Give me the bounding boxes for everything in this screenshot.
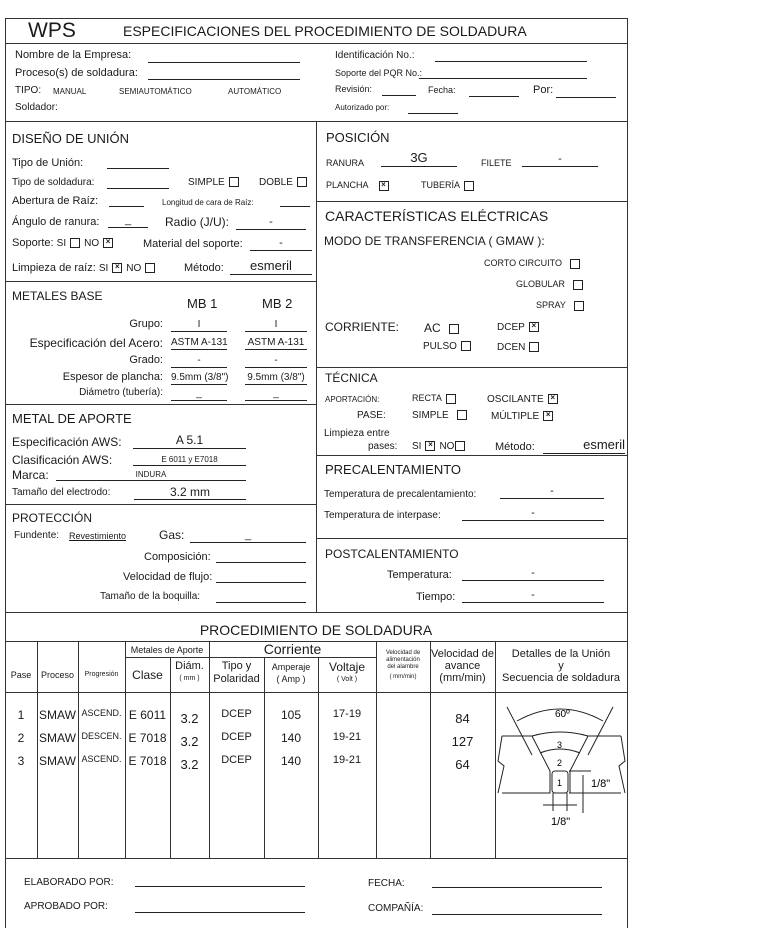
- divider: [316, 538, 627, 539]
- checkbox-icon[interactable]: [446, 394, 456, 404]
- globular-label: GLOBULAR: [516, 279, 566, 289]
- marca-field[interactable]: INDURA: [56, 469, 246, 481]
- revision-field[interactable]: [382, 82, 416, 96]
- aprobado-label: APROBADO POR:: [24, 901, 108, 912]
- clasif-aws-label: Clasificación AWS:: [12, 453, 113, 467]
- limpieza-pases-options: [412, 441, 469, 452]
- cell-amp: 105: [280, 708, 302, 722]
- proceso-header: Proceso: [40, 670, 75, 680]
- cell-amp: 140: [280, 754, 302, 768]
- oscilante-checkbox[interactable]: [487, 394, 562, 405]
- spray-checkbox[interactable]: [536, 300, 588, 311]
- avance-line1: Velocidad de: [431, 648, 494, 660]
- aprobado-field[interactable]: [135, 899, 305, 913]
- diagram-pass-3: 3: [557, 740, 563, 750]
- posicion-title: POSICIÓN: [326, 130, 390, 145]
- cell-volt: 19-21: [332, 731, 362, 743]
- checkbox-icon[interactable]: [574, 301, 584, 311]
- clase-header: Clase: [132, 668, 163, 682]
- cell-tipo: DCEP: [221, 754, 252, 766]
- autorizado-field[interactable]: [408, 100, 458, 114]
- weld-joint-diagram: [495, 693, 627, 833]
- voltaje-header: Voltaje: [328, 660, 366, 674]
- alimentacion-header: [376, 650, 430, 681]
- cell-progresion: DESCEN.: [81, 731, 122, 741]
- radio-label: Radio (J/U):: [165, 215, 230, 229]
- multiple-checkbox[interactable]: [491, 411, 557, 422]
- cell-progresion: ASCEND.: [81, 754, 122, 764]
- abertura-field[interactable]: [109, 193, 144, 207]
- tipo-soldadura-field[interactable]: [107, 175, 169, 189]
- diseno-title: DISEÑO DE UNIÓN: [12, 131, 130, 146]
- temp-interpase-label: Temperatura de interpase:: [324, 510, 441, 521]
- pulso-label: PULSO: [423, 341, 457, 352]
- por-field[interactable]: [556, 84, 616, 98]
- corto-circuito-checkbox[interactable]: [484, 258, 584, 269]
- material-soporte-field[interactable]: -: [250, 237, 312, 251]
- cell-diam: 3.2: [180, 711, 199, 726]
- cell-volt: 19-21: [332, 754, 362, 766]
- tipo-header: Tipo y: [221, 660, 252, 672]
- cell-proceso: SMAW: [39, 708, 76, 722]
- simple-label: SIMPLE: [188, 177, 225, 188]
- divider: [5, 18, 627, 19]
- mb1-field[interactable]: _: [171, 387, 227, 401]
- corriente-header: Corriente: [263, 641, 322, 657]
- divider: [627, 18, 628, 928]
- checkbox-icon[interactable]: [529, 342, 539, 352]
- empresa-field[interactable]: [148, 49, 300, 63]
- mb-row-label: Diámetro (tubería):: [79, 387, 163, 398]
- material-soporte-label: Material del soporte:: [143, 238, 243, 250]
- cell-clase: E 7018: [128, 731, 167, 745]
- spray-label: SPRAY: [536, 300, 566, 310]
- cell-avance: 64: [455, 757, 470, 772]
- tipo-manual[interactable]: MANUAL: [53, 87, 87, 96]
- det-line2: y: [558, 660, 564, 672]
- mb1-field[interactable]: ASTM A-131: [171, 337, 228, 348]
- limpieza-pases-label2: pases:: [368, 441, 398, 452]
- divider: [5, 612, 627, 613]
- longitud-label: Longitud de cara de Raíz:: [162, 198, 254, 207]
- divider: [5, 281, 316, 282]
- divider: [316, 201, 627, 202]
- cell-pase: 2: [17, 731, 25, 745]
- det-line1: Detalles de la Unión: [511, 648, 611, 660]
- amperaje-header: Amperaje: [271, 662, 311, 672]
- soporte-label: [12, 237, 117, 249]
- limpieza-pases-label1: Limpieza entre: [324, 428, 390, 439]
- divider: [5, 504, 316, 505]
- cell-volt: 17-19: [332, 708, 362, 720]
- identificacion-field[interactable]: [435, 48, 587, 62]
- mb2-field[interactable]: I: [245, 318, 307, 332]
- amperaje-unit: ( Amp ): [276, 674, 306, 684]
- cell-clase: E 7018: [128, 754, 167, 768]
- plancha-label: PLANCHA: [326, 180, 369, 190]
- divider: [125, 657, 376, 658]
- metodo-tecnica-field[interactable]: esmeril: [543, 437, 625, 454]
- tamano-electrodo-label: Tamaño del electrodo:: [12, 487, 111, 498]
- velocidad-flujo-label: Velocidad de flujo:: [123, 571, 213, 583]
- avance-unit: (mm/min): [439, 672, 486, 684]
- diagram-pass-2: 2: [557, 758, 563, 768]
- si-label: SI: [98, 263, 109, 274]
- det-line3: Secuencia de soldadura: [501, 672, 621, 684]
- mb-row-label: Espesor de plancha:: [62, 371, 163, 383]
- composicion-label: Composición:: [144, 551, 211, 563]
- dcen-label: DCEN: [497, 342, 526, 353]
- mb-row-label: Grupo:: [129, 318, 163, 330]
- aporte-title: METAL DE APORTE: [12, 411, 132, 426]
- boquilla-label: Tamaño de la boquilla:: [100, 591, 201, 602]
- cell-tipo: DCEP: [221, 731, 252, 743]
- pase-header: Pase: [10, 670, 32, 680]
- mb1-field[interactable]: -: [171, 354, 227, 368]
- identificacion-label: Identificación No.:: [335, 50, 415, 61]
- mb1-header: MB 1: [187, 296, 218, 311]
- clasif-aws-field[interactable]: E 6011 y E7018: [133, 454, 246, 466]
- ac-label: AC: [424, 321, 441, 335]
- no-label: NO: [126, 263, 142, 274]
- temp-precal-label: Temperatura de precalentamiento:: [324, 489, 477, 500]
- tiempo-label: Tiempo:: [416, 591, 456, 603]
- mb-row-label: Especificación del Acero:: [29, 336, 163, 350]
- alim-line3: del alambre: [387, 664, 419, 670]
- detalles-header: [495, 648, 627, 684]
- avance-line2: avance: [444, 660, 481, 672]
- checkbox-icon[interactable]: [529, 322, 539, 332]
- electricas-title: CARACTERÍSTICAS ELÉCTRICAS: [325, 208, 549, 224]
- pqr-label: Soporte del PQR No.:: [335, 68, 423, 78]
- abertura-label: Abertura de Raíz:: [12, 195, 99, 207]
- no-label: NO: [439, 441, 455, 452]
- simple-pase-checkbox[interactable]: [412, 410, 471, 421]
- alim-line1: Velocidad de: [385, 650, 421, 656]
- diam-unit: ( mm ): [179, 675, 200, 682]
- radio-field[interactable]: -: [236, 216, 306, 230]
- fundente-label: Fundente:: [14, 530, 60, 541]
- gas-field[interactable]: _: [190, 529, 306, 543]
- compania-field[interactable]: [432, 901, 602, 915]
- doble-checkbox[interactable]: [259, 177, 311, 188]
- aportacion-label: APORTACIÓN:: [325, 395, 380, 404]
- metodo-label: Método:: [184, 262, 224, 274]
- tiempo-field[interactable]: -: [462, 589, 604, 603]
- marca-label: Marca:: [12, 468, 49, 482]
- elaborado-field[interactable]: [135, 873, 305, 887]
- voltaje-unit: ( Volt ): [336, 676, 358, 683]
- checkbox-icon[interactable]: [457, 410, 467, 420]
- proteccion-title: PROTECCIÓN: [12, 511, 93, 525]
- metales-aporte-header: Metales de Aporte: [130, 645, 204, 655]
- recta-label: RECTA: [412, 393, 442, 403]
- autorizado-label: Autorizado por:: [335, 103, 390, 112]
- checkbox-icon[interactable]: [379, 181, 389, 191]
- cell-diam: 3.2: [180, 734, 199, 749]
- post-temp-field[interactable]: -: [462, 567, 604, 581]
- fecha-footer-field[interactable]: [432, 874, 602, 888]
- post-temp-label: Temperatura:: [387, 569, 452, 581]
- corriente-label: CORRIENTE:: [325, 320, 400, 334]
- cell-pase: 1: [17, 708, 25, 722]
- cell-tipo: DCEP: [221, 708, 252, 720]
- divider: [316, 367, 627, 368]
- metodo-field[interactable]: esmeril: [230, 258, 312, 275]
- globular-checkbox[interactable]: [516, 279, 587, 290]
- fecha-footer-label: FECHA:: [368, 878, 405, 889]
- tamano-electrodo-field[interactable]: 3.2 mm: [134, 485, 246, 500]
- tipo-union-field[interactable]: [107, 155, 169, 169]
- soldador-label: Soldador:: [15, 102, 58, 113]
- si-label: SI: [56, 238, 67, 249]
- soporte-text: Soporte:: [12, 237, 54, 249]
- fecha-field[interactable]: [469, 83, 519, 97]
- simple-checkbox[interactable]: [188, 177, 243, 188]
- espec-aws-field[interactable]: A 5.1: [133, 433, 246, 449]
- mb2-field[interactable]: ASTM A-131: [245, 336, 307, 350]
- checkbox-icon[interactable]: [570, 259, 580, 269]
- tipo-soldadura-label: Tipo de soldadura:: [12, 177, 95, 188]
- temp-interpase-field[interactable]: -: [462, 507, 604, 521]
- doble-label: DOBLE: [259, 177, 293, 188]
- checkbox-icon[interactable]: [229, 177, 239, 187]
- limpieza-si-checkbox[interactable]: [112, 263, 122, 273]
- diagram-root-gap: 1/8": [551, 816, 571, 828]
- pqr-field[interactable]: [419, 65, 587, 79]
- filete-label: FILETE: [481, 158, 512, 168]
- divider: [5, 404, 316, 405]
- elaborado-label: ELABORADO POR:: [24, 877, 114, 888]
- progresion-header: Progresión: [84, 671, 119, 678]
- checkbox-icon[interactable]: [543, 411, 553, 421]
- cell-amp: 140: [280, 731, 302, 745]
- limpieza-raiz-label: [12, 262, 159, 274]
- tuberia-label: TUBERÍA: [421, 180, 461, 190]
- dcen-checkbox[interactable]: [497, 342, 543, 353]
- compania-label: COMPAÑÍA:: [368, 903, 424, 914]
- diagram-pass-1: 1: [557, 778, 563, 788]
- alim-unit: ( mm/min): [389, 674, 417, 680]
- longitud-field[interactable]: [280, 193, 310, 207]
- oscilante-label: OSCILANTE: [487, 394, 544, 405]
- limpieza-no-checkbox[interactable]: [455, 441, 465, 451]
- tipo-automatico[interactable]: AUTOMÁTICO: [228, 87, 282, 96]
- cell-avance: 84: [455, 711, 470, 726]
- pase-label: PASE:: [357, 410, 386, 421]
- dcep-checkbox[interactable]: [497, 322, 543, 333]
- checkbox-icon[interactable]: [464, 181, 474, 191]
- checkbox-icon[interactable]: [297, 177, 307, 187]
- tipo-label: TIPO:: [15, 85, 42, 96]
- soporte-no-checkbox[interactable]: [103, 238, 113, 248]
- metales-base-title: METALES BASE: [12, 289, 103, 303]
- por-label: Por:: [533, 84, 554, 96]
- ranura-field[interactable]: 3G: [381, 150, 457, 167]
- tecnica-title: TÉCNICA: [325, 371, 378, 385]
- form-code: WPS: [28, 19, 76, 42]
- cell-clase: E 6011: [128, 708, 167, 722]
- ranura-label: RANURA: [326, 158, 365, 168]
- multiple-label: MÚLTIPLE: [491, 411, 540, 422]
- mb2-field[interactable]: 9.5mm (3/8"): [245, 371, 307, 385]
- soporte-si-checkbox[interactable]: [70, 238, 80, 248]
- dcep-label: DCEP: [497, 322, 525, 333]
- boquilla-field[interactable]: [216, 589, 306, 603]
- checkbox-icon[interactable]: [548, 394, 558, 404]
- mb2-header: MB 2: [262, 296, 293, 311]
- divider: [5, 858, 627, 859]
- cell-proceso: SMAW: [39, 731, 76, 745]
- procedimiento-title: PROCEDIMIENTO DE SOLDADURA: [199, 622, 433, 638]
- velocidad-flujo-field[interactable]: [216, 569, 306, 583]
- procesos-label: Proceso(s) de soldadura:: [15, 67, 138, 79]
- form-title: ESPECIFICACIONES DEL PROCEDIMIENTO DE SOLDADURA: [123, 23, 527, 39]
- plancha-checkbox[interactable]: [326, 180, 393, 191]
- angulo-label: Ángulo de ranura:: [12, 216, 100, 228]
- fundente-value[interactable]: Revestimiento: [69, 531, 127, 541]
- revision-label: Revisión:: [335, 84, 373, 94]
- precalentamiento-title: PRECALENTAMIENTO: [325, 462, 462, 477]
- tuberia-checkbox[interactable]: [421, 180, 478, 191]
- diam-header: Diám.: [175, 660, 204, 672]
- checkbox-icon[interactable]: [573, 280, 583, 290]
- filete-field[interactable]: -: [522, 153, 598, 167]
- divider: [316, 455, 627, 456]
- polaridad-header: Polaridad: [213, 673, 260, 685]
- tipo-semiautomatico[interactable]: SEMIAUTOMÁTICO: [119, 87, 192, 96]
- divider: [5, 43, 627, 44]
- mb1-field[interactable]: I: [171, 318, 227, 332]
- empresa-label: Nombre de la Empresa:: [15, 49, 132, 61]
- cell-proceso: SMAW: [39, 754, 76, 768]
- pulso-checkbox[interactable]: [423, 341, 475, 352]
- gas-label: Gas:: [159, 528, 185, 542]
- cell-diam: 3.2: [180, 757, 199, 772]
- mb-row-label: Grado:: [129, 354, 163, 366]
- tipo-union-label: Tipo de Unión:: [12, 157, 84, 169]
- corto-label: CORTO CIRCUITO: [484, 258, 563, 268]
- postcalentamiento-title: POSTCALENTAMIENTO: [325, 547, 459, 561]
- mb2-field[interactable]: -: [245, 354, 307, 368]
- metodo-tecnica-label: Método:: [495, 441, 535, 453]
- recta-checkbox[interactable]: [412, 393, 460, 404]
- procesos-field[interactable]: [148, 66, 300, 80]
- limpieza-text: Limpieza de raíz:: [12, 262, 96, 274]
- limpieza-no-checkbox[interactable]: [145, 263, 155, 273]
- si-label: SI: [412, 441, 422, 452]
- composicion-field[interactable]: [216, 549, 306, 563]
- checkbox-icon[interactable]: [461, 341, 471, 351]
- ac-checkbox[interactable]: [424, 321, 463, 335]
- angulo-field[interactable]: _: [108, 214, 148, 228]
- fecha-label: Fecha:: [428, 85, 456, 95]
- simple-label: SIMPLE: [412, 410, 449, 421]
- no-label: NO: [84, 238, 100, 249]
- cell-pase: 3: [17, 754, 25, 768]
- modo-transferencia-label: MODO DE TRANSFERENCIA ( GMAW ):: [324, 234, 545, 248]
- diagram-root-face: 1/8": [591, 778, 611, 790]
- avance-header: [430, 648, 495, 684]
- mb1-field[interactable]: 9.5mm (3/8"): [171, 372, 229, 383]
- mb2-field[interactable]: _: [245, 387, 307, 401]
- cell-avance: 127: [451, 734, 474, 749]
- alim-line2: alimentación: [386, 657, 420, 663]
- limpieza-si-checkbox[interactable]: [425, 441, 435, 451]
- temp-precal-field[interactable]: -: [500, 485, 604, 499]
- diagram-angle: 60º: [555, 709, 570, 720]
- espec-aws-label: Especificación AWS:: [12, 435, 122, 449]
- checkbox-icon[interactable]: [449, 324, 459, 334]
- cell-progresion: ASCEND.: [81, 708, 122, 718]
- divider: [5, 18, 6, 928]
